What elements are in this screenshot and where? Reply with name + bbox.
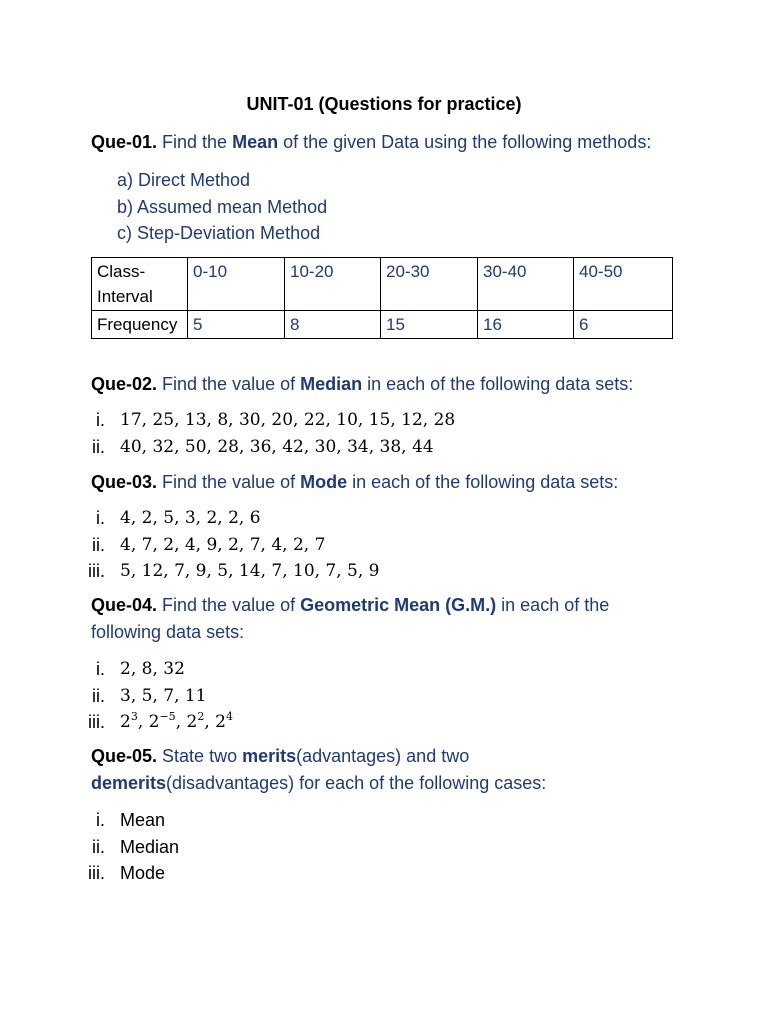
question-1-text-post: of the given Data using the following methods:: [278, 132, 652, 152]
question-1-text-pre: Find the: [157, 132, 233, 152]
question-4-text-line2: following data sets:: [91, 622, 245, 642]
question-3-keyword: Mode: [300, 472, 348, 492]
list-item-number: i.: [96, 659, 105, 679]
mode-sets-list: [76, 505, 380, 585]
table-cell-frequency: 5: [188, 311, 285, 339]
list-item: [76, 834, 179, 861]
list-item-number: iii.: [88, 561, 105, 581]
list-item-number: ii.: [92, 534, 105, 555]
question-5-keyword-merits: merits: [242, 746, 297, 766]
list-item: [76, 656, 233, 683]
list-item: [76, 683, 233, 710]
list-item-number: ii.: [92, 836, 105, 857]
case-label: Mean: [120, 810, 166, 830]
list-item: [76, 505, 380, 532]
data-set-values-powers: $2^3$, $2^{-5}$, $2^2$, $2^4$: [120, 710, 233, 732]
power-exponent: 2: [197, 710, 205, 723]
list-item: [76, 807, 179, 834]
question-5: [91, 743, 691, 797]
table-cell-interval: 40-50: [574, 258, 673, 311]
data-set-values: 17, 25, 13, 8, 30, 20, 22, 10, 15, 12, 28: [120, 410, 456, 430]
question-5-text-pre: State two: [157, 746, 243, 766]
list-item-number: ii.: [92, 685, 105, 706]
frequency-table: [91, 257, 673, 339]
table-cell-interval: 20-30: [381, 258, 478, 311]
data-set-values: 5, 12, 7, 9, 5, 14, 7, 10, 7, 5, 9: [120, 561, 380, 581]
table-row-frequency: [92, 311, 673, 339]
question-5-text-post: (disadvantages) for each of the following cases:: [166, 773, 547, 793]
power-base: 2: [215, 712, 226, 732]
list-item: [76, 434, 455, 461]
method-item: c) Step-Deviation Method: [117, 223, 321, 243]
list-item: [76, 407, 455, 434]
table-header-frequency: Frequency: [92, 311, 188, 339]
method-item: a) Direct Method: [117, 170, 251, 190]
gm-sets-list: [76, 656, 233, 736]
question-4: [91, 592, 691, 646]
table-cell-interval: 0-10: [188, 258, 285, 311]
table-cell-frequency: 15: [381, 311, 478, 339]
list-item: [76, 860, 179, 887]
question-4-number: Que-04.: [91, 595, 158, 615]
question-5-keyword-demerits: demerits: [91, 773, 167, 793]
question-2-text-post: in each of the following data sets:: [362, 374, 634, 394]
question-5-text-mid: (advantages) and two: [296, 746, 470, 766]
question-3-text-pre: Find the value of: [157, 472, 301, 492]
data-set-values: 4, 7, 2, 4, 9, 2, 7, 4, 2, 7: [120, 534, 326, 555]
power-base: 2: [148, 712, 160, 732]
table-cell-interval: 30-40: [478, 258, 574, 311]
question-5-number: Que-05.: [91, 746, 158, 766]
question-1: [91, 129, 691, 156]
table-cell-frequency: 8: [285, 311, 381, 339]
case-label: Mode: [120, 863, 166, 883]
question-2: [91, 371, 691, 398]
question-1-number: Que-01.: [91, 132, 158, 152]
power-exponent: 4: [225, 710, 233, 723]
question-2-keyword: Median: [300, 374, 363, 394]
list-item-number: i.: [96, 810, 105, 830]
table-cell-interval: 10-20: [285, 258, 381, 311]
question-3-number: Que-03.: [91, 472, 158, 492]
question-4-keyword: Geometric Mean (G.M.): [300, 595, 497, 615]
table-row-class-interval: [92, 258, 673, 311]
list-item-number: iii.: [88, 863, 105, 883]
methods-list: [117, 167, 327, 247]
list-item-number: i.: [96, 410, 105, 430]
list-item: [76, 558, 380, 585]
question-3-text-post: in each of the following data sets:: [347, 472, 619, 492]
question-2-number: Que-02.: [91, 374, 158, 394]
median-sets-list: [76, 407, 455, 460]
list-item-number: ii.: [92, 436, 105, 457]
case-label: Median: [120, 836, 180, 857]
data-set-values: 4, 2, 5, 3, 2, 2, 6: [120, 508, 261, 528]
list-item-number: iii.: [88, 712, 105, 732]
power-exponent: 3: [130, 710, 138, 723]
list-item: [76, 709, 233, 736]
question-2-text-pre: Find the value of: [157, 374, 301, 394]
question-3: [91, 469, 691, 496]
power-exponent: −5: [159, 710, 176, 723]
power-base: 2: [186, 712, 198, 732]
question-4-text-post: in each of the: [496, 595, 610, 615]
table-cell-frequency: 16: [478, 311, 574, 339]
method-item: b) Assumed mean Method: [117, 196, 328, 217]
data-set-values: 40, 32, 50, 28, 36, 42, 30, 34, 38, 44: [120, 436, 434, 457]
data-set-values: 2, 8, 32: [120, 659, 185, 679]
power-base: 2: [120, 712, 131, 732]
table-cell-frequency: 6: [574, 311, 673, 339]
list-item: [76, 532, 380, 559]
list-item-number: i.: [96, 508, 105, 528]
cases-list: [76, 807, 179, 887]
question-4-text-pre: Find the value of: [157, 595, 301, 615]
question-1-keyword: Mean: [232, 132, 279, 152]
table-header-class-interval: Class-Interval: [92, 258, 188, 311]
data-set-values: 3, 5, 7, 11: [120, 685, 207, 706]
page-title: UNIT-01 (Questions for practice): [246, 94, 522, 114]
